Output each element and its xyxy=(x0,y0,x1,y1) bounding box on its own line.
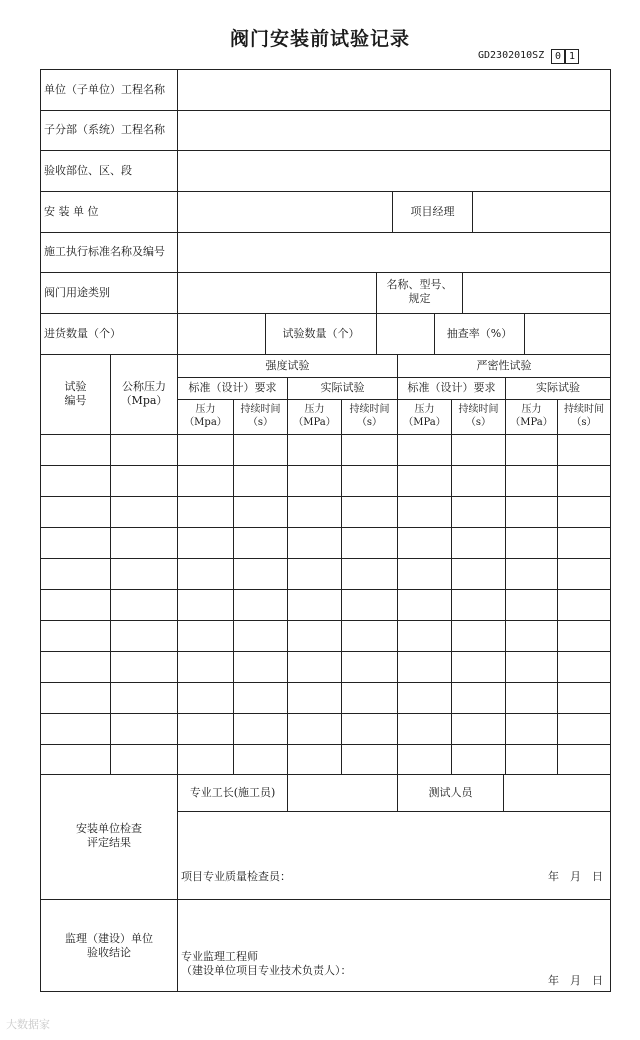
label-foreman: 专业工长(施工员) xyxy=(189,786,276,799)
date-install: 年 月 日 xyxy=(548,870,603,883)
header-pressure-1: 压力 （Mpa） xyxy=(184,404,227,428)
header-tightness-standard: 标准（设计）要求 xyxy=(407,381,496,394)
header-tightness-test: 严密性试验 xyxy=(476,359,532,372)
label-qc-inspector: 项目专业质量检查员： xyxy=(181,870,291,883)
watermark: 大数据家 xyxy=(6,1018,50,1031)
label-acceptance-part: 验收部位、区、段 xyxy=(44,164,132,177)
date-supervision: 年 月 日 xyxy=(548,974,603,987)
header-pressure-4: 压力 （MPa） xyxy=(510,404,553,428)
header-pressure-2: 压力 （MPa） xyxy=(293,404,336,428)
form-code: GD2302010SZ xyxy=(478,50,545,61)
header-duration-2: 持续时间 （s） xyxy=(349,404,390,428)
header-strength-test: 强度试验 xyxy=(265,359,310,372)
header-strength-standard: 标准（设计）要求 xyxy=(188,381,277,394)
header-tightness-actual: 实际试验 xyxy=(536,381,580,394)
header-nominal-pressure: 公称压力 （Mpa） xyxy=(120,380,168,407)
header-pressure-3: 压力 （MPa） xyxy=(403,404,446,428)
header-duration-3: 持续时间 （s） xyxy=(458,404,499,428)
header-duration-1: 持续时间 （s） xyxy=(240,404,281,428)
label-install-unit: 安 装 单 位 xyxy=(44,205,99,218)
label-standard: 施工执行标准名称及编号 xyxy=(44,245,165,258)
label-sub-project: 子分部（系统）工程名称 xyxy=(44,123,165,136)
header-strength-actual: 实际试验 xyxy=(320,381,365,394)
label-tester: 测试人员 xyxy=(428,786,473,799)
label-project-manager: 项目经理 xyxy=(410,205,455,218)
label-supervision: 监理（建设）单位 验收结论 xyxy=(65,932,153,959)
header-test-no: 试验 编号 xyxy=(64,380,87,407)
label-unit-project: 单位（子单位）工程名称 xyxy=(44,83,165,96)
header-duration-4: 持续时间 （s） xyxy=(564,404,604,428)
form-code-digit-2: 1 xyxy=(565,49,579,64)
label-install-check: 安装单位检查 评定结果 xyxy=(76,822,142,849)
label-name-model: 名称、型号、 规定 xyxy=(386,278,453,305)
label-incoming-qty: 进货数量（个） xyxy=(44,327,121,340)
label-test-qty: 试验数量（个） xyxy=(282,327,360,340)
form-title: 阀门安装前试验记录 xyxy=(229,28,410,50)
form-code-digit-1: 0 xyxy=(551,49,565,64)
label-supervisor: 专业监理工程师 （建设单位项目专业技术负责人）： xyxy=(181,950,352,977)
label-valve-usage: 阀门用途类别 xyxy=(44,286,110,299)
label-sample-rate: 抽查率（%） xyxy=(446,327,513,340)
